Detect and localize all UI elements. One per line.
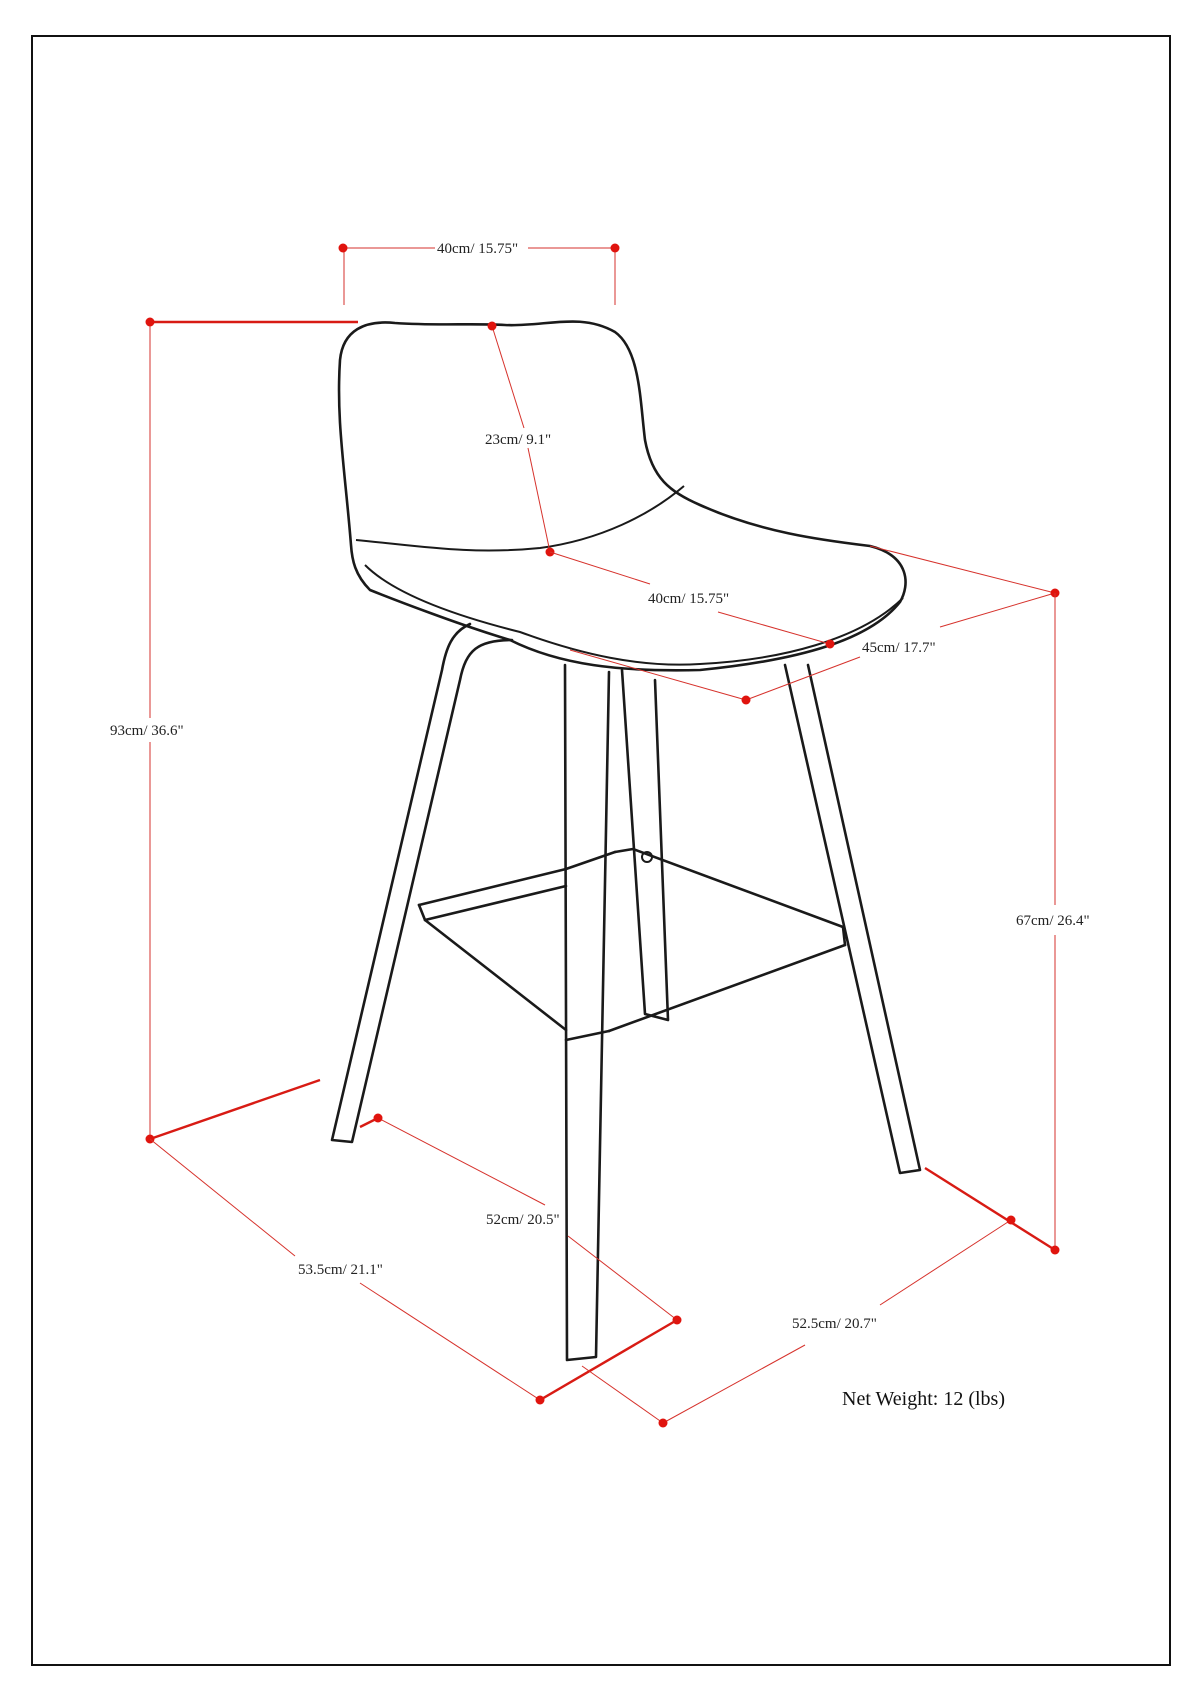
dim-base-width-point-right [536,1396,545,1405]
page-frame [32,36,1170,1665]
dimension-lines [146,244,1060,1428]
dim-base-inner-line [378,1118,545,1205]
dim-seat-depth-line-2 [746,657,860,700]
footrest-front [419,869,566,905]
dim-back-width-point-right [611,244,620,253]
dim-seat-depth-line [570,650,746,700]
dim-base-depth-point-left [659,1419,668,1428]
dim-base-width-line-2 [360,1283,540,1400]
footrest-left-inner [425,920,566,1030]
label-base-depth: 52.5cm/ 20.7" [792,1316,877,1332]
dim-seat-height-bottom-ext [925,1168,1055,1250]
front-left-leg [332,624,512,1142]
seat-seam [356,486,684,551]
footrest-join [566,852,615,869]
dim-base-inner-line-2 [568,1236,677,1320]
dim-seat-depth-point-front [742,696,751,705]
dim-back-width-point-left [339,244,348,253]
label-seat-depth: 45cm/ 17.7" [862,640,936,656]
label-base-width: 53.5cm/ 21.1" [298,1262,383,1278]
footrest-left-top [419,905,425,920]
label-back-height: 23cm/ 9.1" [485,432,552,448]
dim-seat-depth-line-3 [940,593,1055,627]
dim-base-width-line [150,1139,295,1256]
dim-seat-width-line [550,552,650,584]
dim-base-width-ext [540,1320,677,1400]
dim-base-depth-line [582,1366,663,1423]
label-back-width: 40cm/ 15.75" [437,241,519,257]
dim-base-depth-point-right [1007,1216,1016,1225]
dimension-labels [110,241,1090,1410]
right-leg [785,665,920,1173]
dim-back-height-line-2 [528,448,550,552]
label-seat-height: 67cm/ 26.4" [1016,913,1090,929]
dim-back-height-point-top [488,322,497,331]
dim-base-depth-line-3 [880,1220,1011,1305]
back-rear-leg [622,670,668,1020]
label-base-inner-depth: 52cm/ 20.5" [486,1212,560,1228]
dim-seat-depth-ext [870,546,1055,593]
dim-seat-width-line-2 [718,612,830,644]
label-total-height: 93cm/ 36.6" [110,723,184,739]
dim-total-height-point-top [146,318,155,327]
dim-base-inner-point-left [374,1114,383,1123]
dim-seat-height-point-bottom [1051,1246,1060,1255]
footrest-back [425,886,566,920]
dim-total-height-bottom-ext [150,1080,320,1139]
back-left-leg [565,665,609,1360]
dim-back-height-line [492,326,524,428]
seat-shell-outline [339,321,906,670]
stool-drawing [332,321,920,1360]
label-seat-width: 40cm/ 15.75" [648,591,730,607]
net-weight: Net Weight: 12 (lbs) [842,1388,1005,1410]
dim-seat-width-point-right [826,640,835,649]
seat-edge [365,565,903,665]
dim-base-depth-line-2 [663,1345,805,1423]
